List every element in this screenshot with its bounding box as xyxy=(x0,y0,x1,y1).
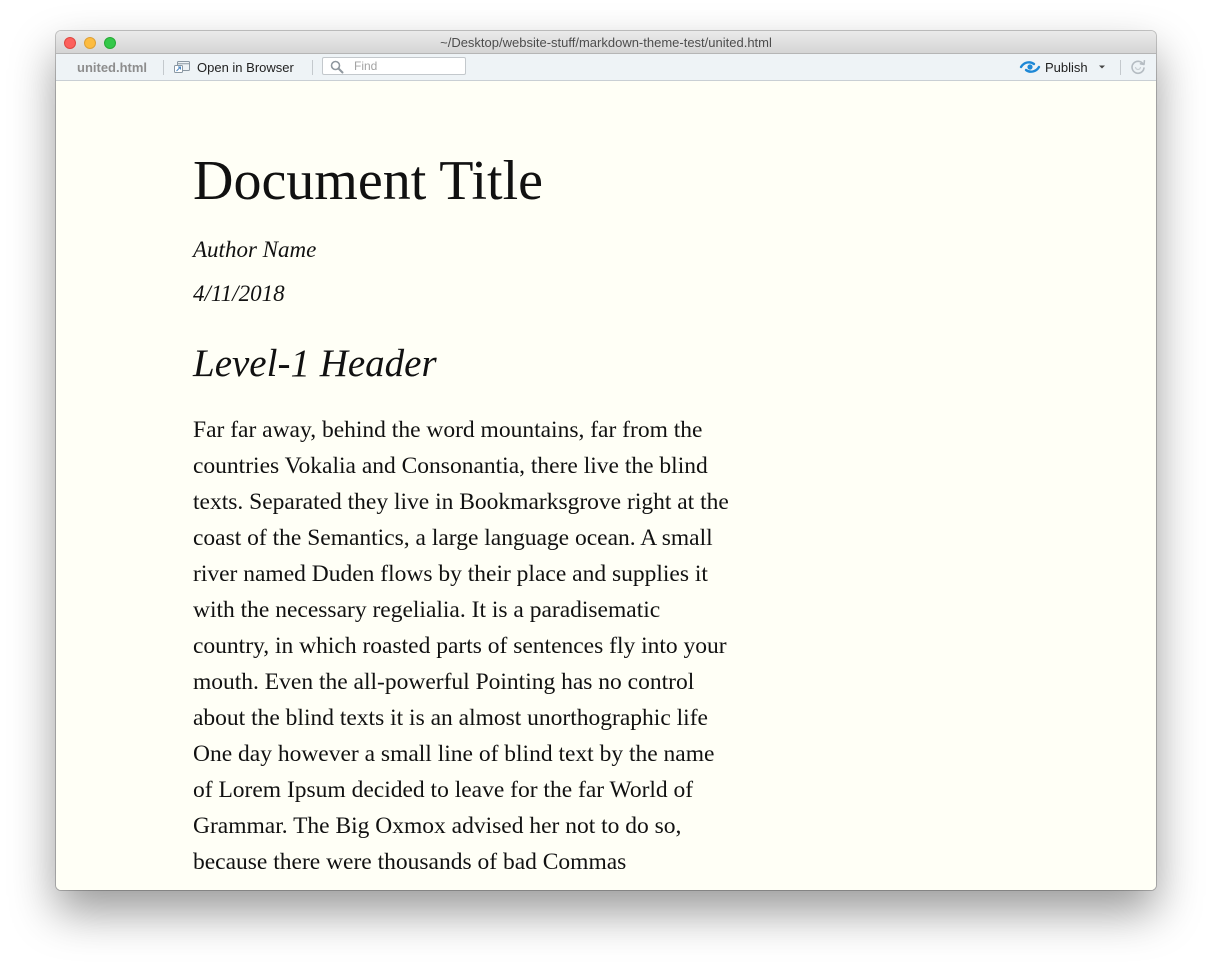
file-name-label: united.html xyxy=(77,60,148,75)
publish-button[interactable] xyxy=(1019,56,1106,78)
body-paragraph: Far far away, behind the word mountains, far from the countries Vokalia and Consonantia, there live the blind texts. Separated they live in Bookmarksgrove right at the coast of the Semantics, a large language ocean. A small river named Duden flows by their place and supplies it with the necessary regelialia. It is a paradisematic country, in which roasted parts of sentences fly into your mouth. Even the all-powerful Pointing has no control about the blind texts it is an almost unorthographic life One day however a small line of blind text by the name of Lorem Ipsum decided to leave for the far World of Grammar. The Big Oxmox advised her not to do so, because there were thousands of bad Commas xyxy=(193,417,729,875)
level-1-header: Level-1 Header xyxy=(193,342,437,385)
publish-label: Publish xyxy=(1045,59,1088,75)
refresh-icon[interactable] xyxy=(1129,58,1147,76)
open-in-browser-icon xyxy=(173,60,191,74)
viewer-window xyxy=(56,31,1156,890)
search-icon xyxy=(330,60,344,74)
toolbar-divider xyxy=(1120,60,1121,75)
publish-icon xyxy=(1019,60,1041,74)
document-author: Author Name xyxy=(193,237,317,262)
open-in-browser-button[interactable] xyxy=(173,56,294,78)
document-viewport[interactable] xyxy=(56,81,1156,890)
document-date: 4/11/2018 xyxy=(193,281,285,306)
document-title: Document Title xyxy=(193,150,544,212)
toolbar-divider xyxy=(163,60,164,75)
chevron-down-icon[interactable] xyxy=(1098,64,1106,70)
find-box[interactable] xyxy=(322,57,466,75)
window-title: ~/Desktop/website-stuff/markdown-theme-test/united.html xyxy=(440,35,772,50)
open-in-browser-label: Open in Browser xyxy=(197,59,294,75)
find-input[interactable] xyxy=(354,59,459,73)
viewer-toolbar xyxy=(56,54,1156,81)
toolbar-divider xyxy=(312,60,313,75)
window-titlebar[interactable] xyxy=(56,31,1156,54)
